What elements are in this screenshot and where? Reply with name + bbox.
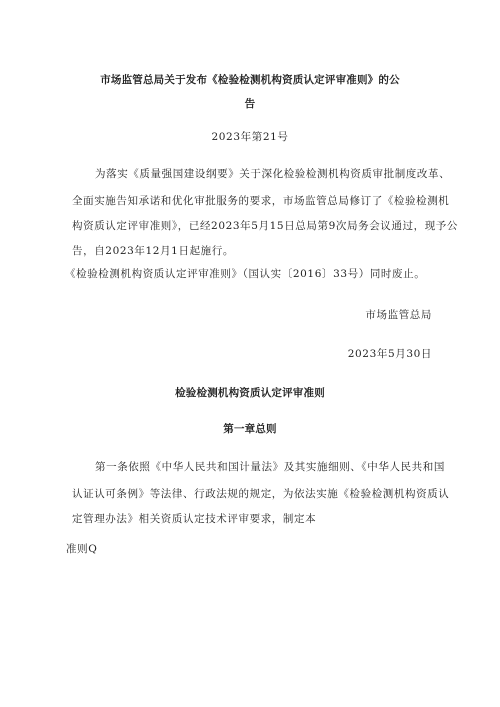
notice-date: 2023年5月30日 <box>347 348 432 360</box>
notice-paragraph-2: 《检验检测机构资质认定评审准则》（国认实〔2016〕33号）同时废止。 <box>65 268 426 280</box>
notice-signature: 市场监管总局 <box>365 309 432 321</box>
notice-number: 2023年第21号 <box>211 131 289 143</box>
trailing-text: 准则Q <box>66 543 98 555</box>
notice-paragraph-1-line-4: 告，自2023年12月1日起施行。 <box>72 245 234 257</box>
rules-title: 检验检测机构资质认定评审准则 <box>175 387 325 399</box>
notice-title-line-1: 市场监管总局关于发布《检验检测机构资质认定评审准则》的公 <box>100 74 400 86</box>
notice-paragraph-1-line-2: 全面实施告知承诺和优化审批服务的要求，市场监管总局修订了《检验检测机 <box>72 195 450 207</box>
notice-title-line-2: 告 <box>244 98 256 110</box>
notice-paragraph-1-line-3: 构资质认定评审准则》，已经2023年5月15日总局第9次局务会议通过，现予公 <box>72 220 458 232</box>
article-1-line-3: 定管理办法》相关资质认定技术评审要求，制定本 <box>72 513 317 525</box>
chapter-heading: 第一章总则 <box>223 423 277 435</box>
article-1-line-1: 第一条依照《中华人民共和国计量法》及其实施细则、《中华人民共和国 <box>95 461 445 473</box>
notice-paragraph-1-line-1: 为落实《质量强国建设纲要》关于深化检验检测机构资质审批制度改革、 <box>95 168 451 180</box>
article-1-line-2: 认证认可条例》等法律、行政法规的规定，为依法实施《检验检测机构资质认 <box>72 488 450 500</box>
